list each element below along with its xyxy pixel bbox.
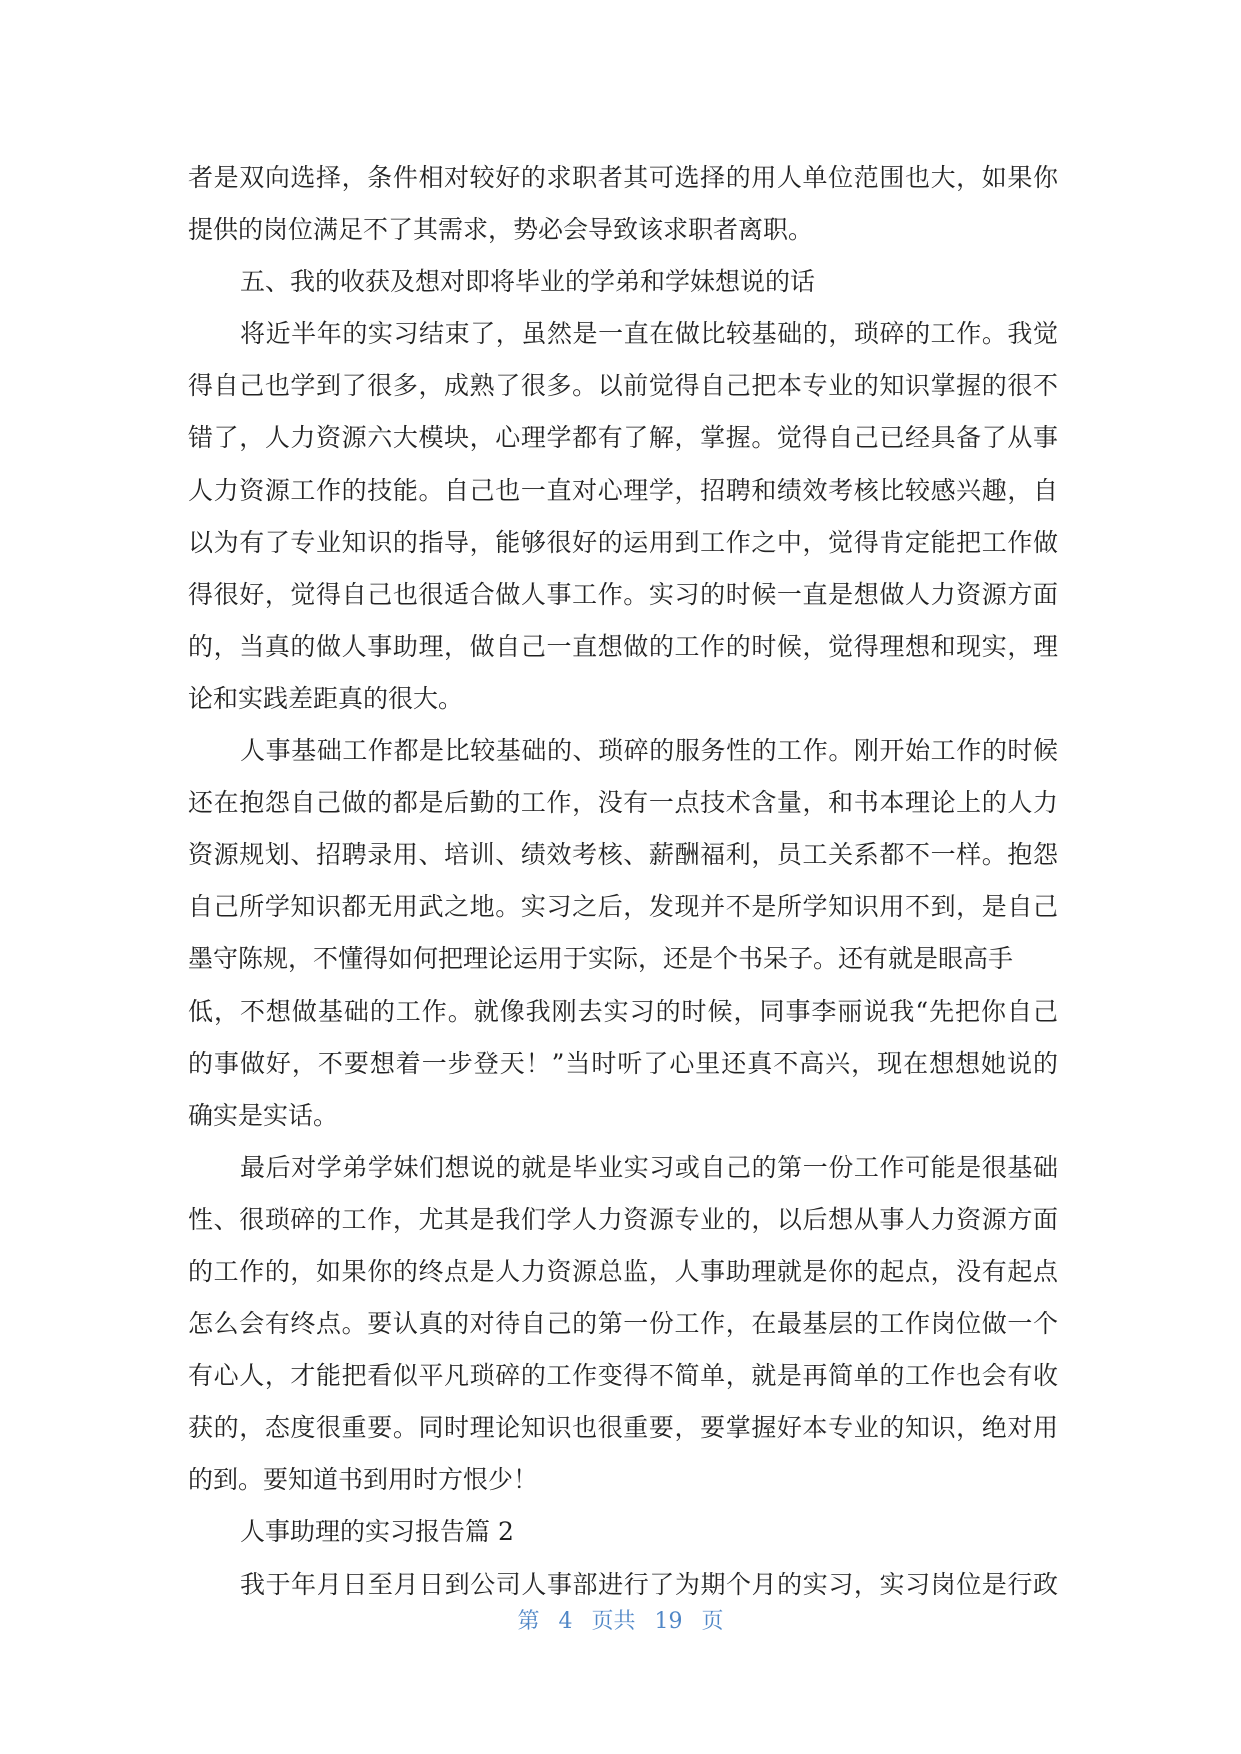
text-line: 的工作的，如果你的终点是人力资源总监，人事助理就是你的起点，没有起点: [188, 1256, 1058, 1286]
footer-middle: 页共: [591, 1609, 636, 1634]
text-line: 的，当真的做人事助理，做自己一直想做的工作的时候，觉得理想和现实，理: [188, 631, 1058, 661]
footer-total-pages: 19: [654, 1609, 683, 1634]
footer-prefix: 第: [517, 1609, 540, 1634]
text-line: 五、我的收获及想对即将毕业的学弟和学妹想说的话: [240, 267, 816, 297]
text-line: 自己所学知识都无用武之地。实习之后，发现并不是所学知识用不到，是自己: [188, 892, 1058, 922]
text-line: 人事助理的实习报告篇 2: [240, 1517, 514, 1547]
footer-suffix: 页: [701, 1609, 724, 1634]
text-line: 低，不想做基础的工作。就像我刚去实习的时候，同事李丽说我“先把你自己: [188, 996, 1058, 1026]
text-line: 论和实践差距真的很大。: [188, 683, 464, 713]
page-footer: [0, 1604, 1241, 1635]
text-line: 的到。要知道书到用时方恨少！: [188, 1465, 539, 1495]
text-line: 得自己也学到了很多，成熟了很多。以前觉得自己把本专业的知识掌握的很不: [188, 371, 1058, 401]
text-line: 怎么会有终点。要认真的对待自己的第一份工作，在最基层的工作岗位做一个: [188, 1309, 1058, 1339]
text-line: 以为有了专业知识的指导，能够很好的运用到工作之中，觉得肯定能把工作做: [188, 527, 1058, 557]
text-line: 确实是实话。: [188, 1100, 339, 1130]
text-line: 人力资源工作的技能。自己也一直对心理学，招聘和绩效考核比较感兴趣，自: [188, 475, 1058, 505]
text-line: 资源规划、招聘录用、培训、绩效考核、薪酬福利，员工关系都不一样。抱怨: [188, 840, 1058, 870]
text-line: 获的，态度很重要。同时理论知识也很重要，要掌握好本专业的知识，绝对用: [188, 1413, 1058, 1443]
text-line: 性、很琐碎的工作，尤其是我们学人力资源专业的，以后想从事人力资源方面: [188, 1204, 1058, 1234]
text-line: 墨守陈规，不懂得如何把理论运用于实际，还是个书呆子。还有就是眼高手: [188, 944, 1014, 974]
text-line: 最后对学弟学妹们想说的就是毕业实习或自己的第一份工作可能是很基础: [240, 1152, 1058, 1182]
text-line: 得很好，觉得自己也很适合做人事工作。实习的时候一直是想做人力资源方面: [188, 579, 1058, 609]
text-line: 有心人，才能把看似平凡琐碎的工作变得不简单，就是再简单的工作也会有收: [188, 1361, 1058, 1391]
text-line: 的事做好，不要想着一步登天！”当时听了心里还真不高兴，现在想想她说的: [188, 1048, 1058, 1078]
text-line: 错了，人力资源六大模块，心理学都有了解，掌握。觉得自己已经具备了从事: [188, 423, 1058, 453]
text-line: 我于年月日至月日到公司人事部进行了为期个月的实习，实习岗位是行政: [240, 1569, 1058, 1599]
document-body: [188, 152, 1058, 1611]
text-line: 将近半年的实习结束了，虽然是一直在做比较基础的，琐碎的工作。我觉: [240, 319, 1058, 349]
text-line: 人事基础工作都是比较基础的、琐碎的服务性的工作。刚开始工作的时候: [240, 736, 1058, 766]
text-line: 者是双向选择，条件相对较好的求职者其可选择的用人单位范围也大，如果你: [188, 163, 1058, 192]
footer-page-number: 4: [558, 1609, 573, 1634]
text-line: 提供的岗位满足不了其需求，势必会导致该求职者离职。: [188, 215, 814, 245]
text-line: 还在抱怨自己做的都是后勤的工作，没有一点技术含量，和书本理论上的人力: [188, 788, 1058, 818]
